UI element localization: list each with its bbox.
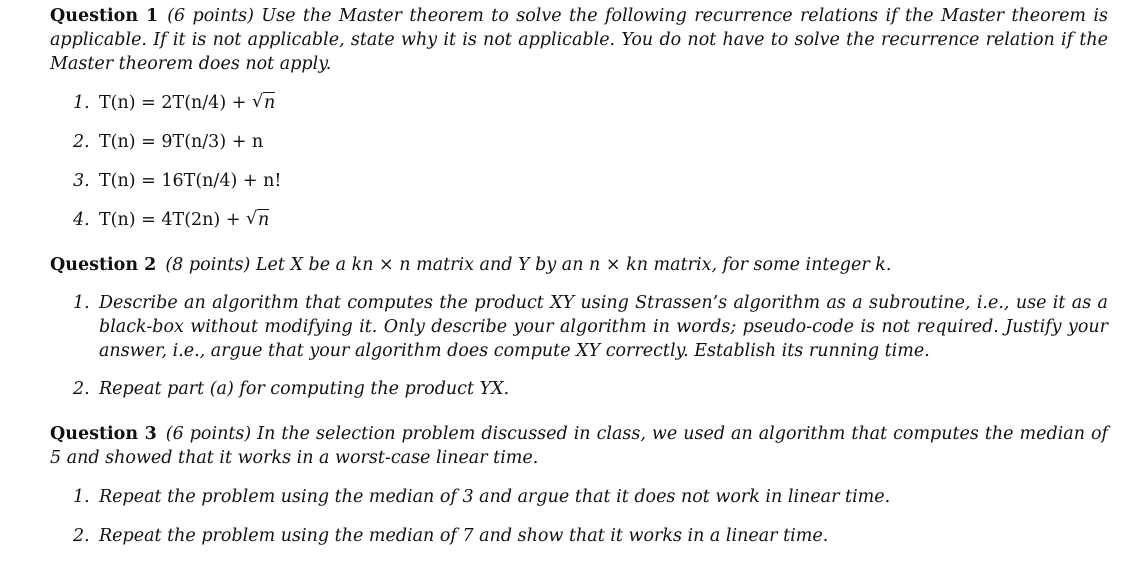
list-item	[50, 524, 1108, 548]
question-2	[50, 253, 1108, 277]
list-item	[50, 377, 1108, 401]
sqrt-symbol	[252, 91, 275, 115]
item-number: 1.	[73, 487, 90, 507]
question-1-title: Question 1	[50, 6, 159, 26]
sqrt-radicand: n	[263, 93, 276, 113]
item-text: Repeat the problem using the median of 7 and show that it works in a linear time.	[99, 526, 829, 546]
list-item	[50, 291, 1108, 363]
sqrt-symbol	[246, 208, 269, 232]
question-1-text: (6 points) Use the Master theorem to solve the following recurrence relations if the Master theorem is applicable. If it is not applicable, state why it is not applicable. You do not have to solve the recurrence relation if the Master theorem does not apply.	[50, 6, 1108, 74]
item-number: 4.	[73, 210, 90, 230]
item-number: 2.	[73, 132, 90, 152]
question-2-text: (8 points) Let X be a kn × n matrix and Y by an n × kn matrix, for some integer k.	[165, 255, 892, 275]
question-3-text: (6 points) In the selection problem discussed in class, we used an algorithm that computes the median of 5 and showed that it works in a worst-case linear time.	[50, 424, 1108, 468]
list-item	[50, 130, 1108, 154]
question-1	[50, 4, 1108, 76]
list-item	[50, 169, 1108, 193]
question-2-items	[50, 291, 1108, 401]
question-2-title: Question 2	[50, 255, 157, 275]
recurrence-equation: T(n) = 16T(n/4) + n!	[99, 171, 282, 191]
question-3-items	[50, 485, 1108, 548]
item-text: Repeat part (a) for computing the product YX.	[99, 379, 510, 399]
list-item	[50, 208, 1108, 232]
item-text: Repeat the problem using the median of 3 and argue that it does not work in linear time.	[99, 487, 891, 507]
item-number: 3.	[73, 171, 90, 191]
question-3	[50, 422, 1108, 470]
item-number: 1.	[73, 293, 90, 313]
question-3-title: Question 3	[50, 424, 157, 444]
document-page	[50, 4, 1108, 548]
sqrt-radicand: n	[258, 210, 270, 230]
list-item	[50, 485, 1108, 509]
item-number: 2.	[73, 526, 90, 546]
item-number: 2.	[73, 379, 90, 399]
recurrence-equation: T(n) = 4T(2n) +	[99, 210, 247, 230]
recurrence-equation: T(n) = 2T(n/4) +	[99, 93, 252, 113]
list-item	[50, 91, 1108, 115]
recurrence-equation: T(n) = 9T(n/3) + n	[99, 132, 264, 152]
item-number: 1.	[73, 93, 90, 113]
question-1-items	[50, 91, 1108, 232]
item-text: Describe an algorithm that computes the product XY using Strassen’s algorithm as a subroutine, i.e., use it as a black-box without modifying it. Only describe your algorithm in words; pseudo-code is not required. Justify your answer, i.e., argue that your algorithm does compute XY correctly. Establish its running time.	[99, 293, 1108, 361]
